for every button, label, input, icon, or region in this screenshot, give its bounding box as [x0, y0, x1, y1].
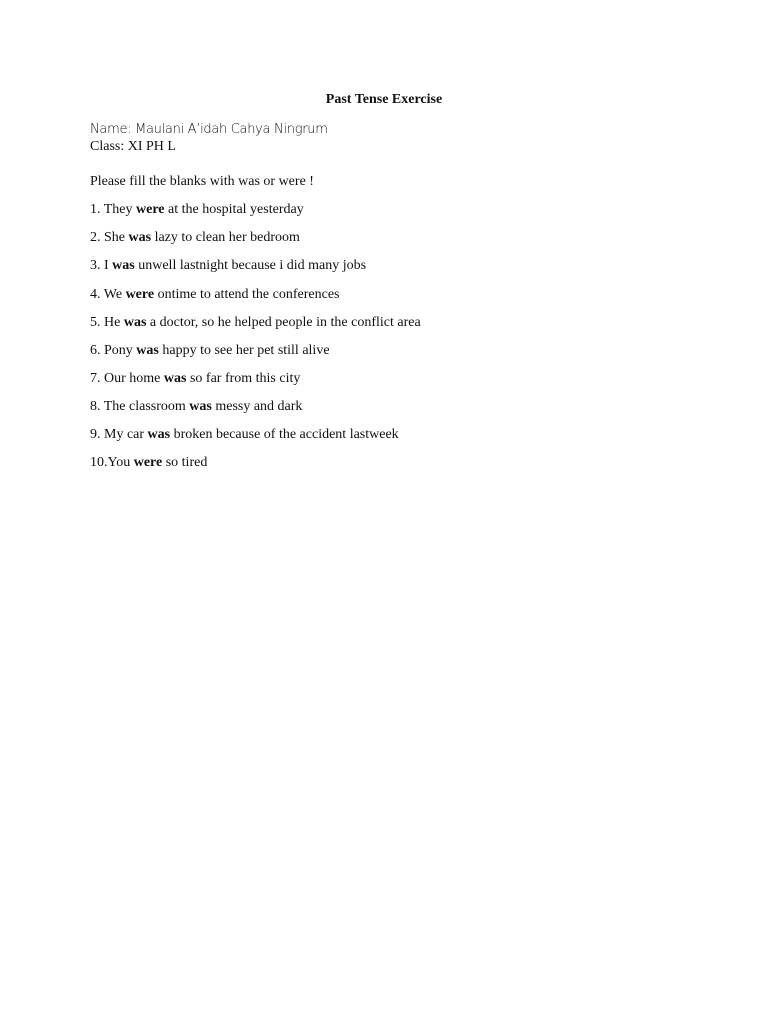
- item-prefix: 9. My car: [90, 427, 148, 442]
- page-title: Past Tense Exercise: [325, 92, 443, 107]
- student-name: Name: Maulani A’idah Cahya Ningrum: [90, 122, 328, 137]
- item-suffix: messy and dark: [211, 399, 303, 414]
- item-answer: was: [136, 343, 159, 358]
- item-suffix: ontime to attend the conferences: [154, 287, 340, 302]
- exercise-item: [90, 314, 421, 332]
- exercise-item: [90, 426, 399, 444]
- item-answer: was: [112, 258, 135, 273]
- item-answer: were: [133, 455, 163, 470]
- item-answer: was: [128, 230, 152, 245]
- instruction-text: Please fill the blanks with was or were !: [90, 174, 314, 189]
- item-suffix: happy to see her pet still alive: [158, 343, 330, 358]
- exercise-item: [90, 257, 366, 275]
- exercise-item: [90, 229, 300, 247]
- item-answer: were: [125, 287, 155, 302]
- item-suffix: so tired: [162, 455, 208, 470]
- item-answer: were: [136, 202, 165, 217]
- student-class: Class: XI PH L: [90, 139, 176, 154]
- item-prefix: 10.You: [90, 455, 134, 470]
- item-prefix: 1. They: [90, 202, 137, 217]
- item-prefix: 4. We: [90, 287, 126, 302]
- exercise-item: [90, 454, 207, 472]
- item-prefix: 6. Pony: [90, 343, 137, 358]
- item-suffix: so far from this city: [186, 371, 301, 386]
- item-prefix: 5. He: [90, 315, 124, 330]
- item-suffix: unwell lastnight because i did many jobs: [134, 258, 367, 273]
- exercise-item: [90, 398, 302, 416]
- item-answer: was: [147, 427, 171, 442]
- exercise-item: [90, 342, 330, 360]
- item-suffix: at the hospital yesterday: [164, 202, 304, 217]
- item-answer: was: [123, 315, 147, 330]
- exercise-item: [90, 286, 340, 304]
- item-prefix: 3. I: [90, 258, 113, 273]
- item-answer: was: [189, 399, 212, 414]
- item-suffix: lazy to clean her bedroom: [151, 230, 300, 245]
- item-answer: was: [163, 371, 187, 386]
- item-suffix: broken because of the accident lastweek: [170, 427, 399, 442]
- exercise-item: [90, 370, 300, 388]
- item-prefix: 2. She: [90, 230, 129, 245]
- item-suffix: a doctor, so he helped people in the conflict area: [146, 315, 421, 330]
- exercise-item: [90, 201, 304, 219]
- item-prefix: 8. The classroom: [90, 399, 190, 414]
- item-prefix: 7. Our home: [90, 371, 164, 386]
